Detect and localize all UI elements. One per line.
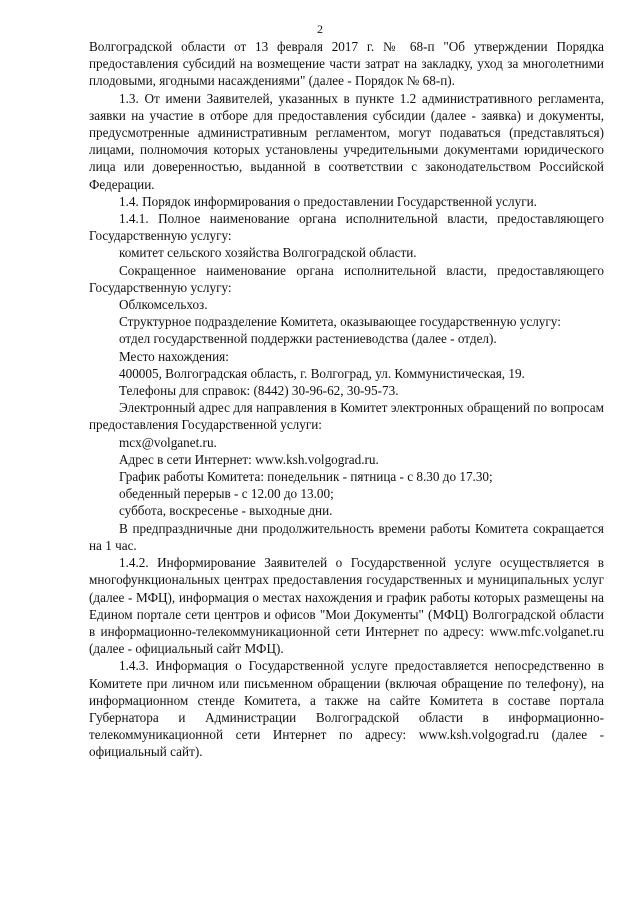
paragraph-email: mcx@volganet.ru. [119,434,217,450]
paragraph-1-4-2: 1.4.2. Информирование Заявителей о Государственной услуге осуществляется в многофункциональных центрах предоставления государственных и муниципальных услуг (далее - МФЦ), информация о местах нахождения и график работы которых размещены на Едином портале сети центров и офисов "Мои Документы" (МФЦ) Волгоградской области в информационно-телекоммуникационной сети Интернет по адресу: www.mfc.volganet.ru (далее - официальный сайт МФЦ). [89,555,604,657]
paragraph-lunch-break: обеденный перерыв - с 12.00 до 13.00; [119,486,334,502]
paragraph-1-3: 1.3. От имени Заявителей, указанных в пункте 1.2 административного регламента, заявки на участие в отборе для предоставления субсидии (далее - заявка) и документы, предусмотренные административным регламентом, могут подаваться (представляться) лицами, полномочия которых установлены учредительными документами юридического лица или доверенностью, выданной в соответствии с законодательством Российской Федерации. [89,90,604,192]
paragraph-location-heading: Место нахождения: [119,348,229,364]
paragraph-website: Адрес в сети Интернет: www.ksh.volgograd.ru. [119,451,379,467]
paragraph-1-4-1: 1.4.1. Полное наименование органа исполнительной власти, предоставляющего Государственную услугу: [89,211,604,244]
paragraph-weekend: суббота, воскресенье - выходные дни. [119,503,333,519]
paragraph-committee-full-name: комитет сельского хозяйства Волгоградской области. [119,245,417,261]
paragraph-1-4-3: 1.4.3. Информация о Государственной услуге предоставляется непосредственно в Комитете при личном или письменном обращении (включая обращение по телефону), на информационном стенде Комитета, а также на сайте Комитета в составе портала Губернатора и Администрации Волгоградской области в информационно-телекоммуникационной сети Интернет по адресу: www.ksh.volgograd.ru (далее - официальный сайт). [89,658,604,760]
paragraph-intro-continuation: Волгоградской области от 13 февраля 2017 г. № 68-п "Об утверждении Порядка предоставления субсидий на возмещение части затрат на закладку, уход за многолетними плодовыми, ягодными насаждениями" (далее - Порядок № 68-п). [89,39,604,89]
paragraph-email-heading: Электронный адрес для направления в Комитет электронных обращений по вопросам предоставления Государственной услуги: [89,400,604,433]
document-body [89,38,604,761]
paragraph-schedule: График работы Комитета: понедельник - пятница - с 8.30 до 17.30; [119,469,493,485]
paragraph-short-name-heading: Сокращенное наименование органа исполнительной власти, предоставляющего Государственную услугу: [89,262,604,295]
paragraph-pre-holiday: В предпраздничные дни продолжительность времени работы Комитета сокращается на 1 час. [89,520,604,553]
paragraph-structural-unit-heading: Структурное подразделение Комитета, оказывающее государственную услугу: [119,314,561,330]
paragraph-phones: Телефоны для справок: (8442) 30-96-62, 30-95-73. [119,383,399,399]
paragraph-structural-unit: отдел государственной поддержки растениеводства (далее - отдел). [119,331,497,347]
paragraph-address: 400005, Волгоградская область, г. Волгоград, ул. Коммунистическая, 19. [119,365,525,381]
page-number: 2 [317,22,323,36]
paragraph-1-4: 1.4. Порядок информирования о предоставлении Государственной услуги. [119,193,537,209]
paragraph-short-name: Облкомсельхоз. [119,297,208,313]
